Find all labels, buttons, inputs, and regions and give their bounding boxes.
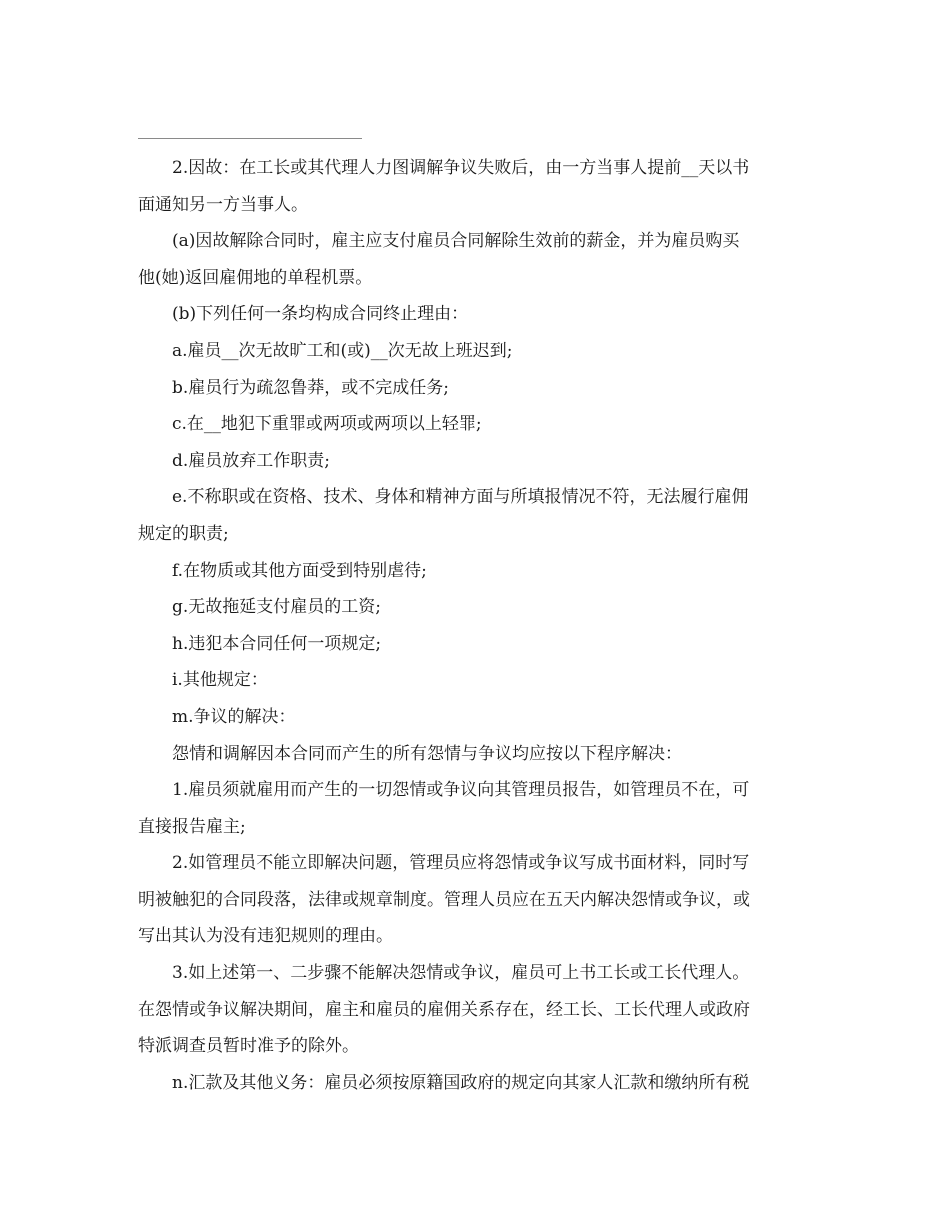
text-line: 特派调查员暂时准予的除外。 <box>138 1036 359 1057</box>
text-line: b.雇员行为疏忽鲁莽，或不完成任务; <box>172 377 450 398</box>
text-line: 写出其认为没有违犯规则的理由。 <box>138 926 393 947</box>
paragraph <box>138 296 814 333</box>
paragraph <box>138 150 814 223</box>
paragraph <box>138 589 814 626</box>
text-line: 面通知另一方当事人。 <box>138 194 308 215</box>
text-line: (a)因故解除合同时，雇主应支付雇员合同解除生效前的薪金，并为雇员购买 <box>172 231 740 252</box>
text-line: 2.因故：在工长或其代理人力图调解争议失败后，由一方当事人提前__天以书 <box>172 158 750 178</box>
text-line: 规定的职责; <box>138 523 229 544</box>
paragraph <box>138 1065 814 1102</box>
text-line: 3.如上述第一、二步骤不能解决怨情或争议，雇员可上书工长或工长代理人。 <box>172 963 750 984</box>
text-line: f.在物质或其他方面受到特别虐待; <box>172 560 427 581</box>
paragraph <box>138 333 814 370</box>
paragraph <box>138 479 814 552</box>
text-line: 明被触犯的合同段落，法律或规章制度。管理人员应在五天内解决怨情或争议，或 <box>138 889 750 910</box>
paragraph <box>138 223 814 296</box>
paragraph <box>138 662 814 699</box>
paragraph <box>138 626 814 663</box>
text-line: d.雇员放弃工作职责; <box>172 450 331 471</box>
text-line: a.雇员__次无故旷工和(或)__次无故上班迟到; <box>172 340 513 361</box>
paragraph <box>138 406 814 443</box>
paragraph <box>138 370 814 407</box>
paragraph <box>138 772 814 845</box>
text-line: e.不称职或在资格、技术、身体和精神方面与所填报情况不符，无法履行雇佣 <box>172 487 749 508</box>
paragraph <box>138 955 814 1065</box>
text-line: n.汇款及其他义务：雇员必须按原籍国政府的规定向其家人汇款和缴纳所有税 <box>172 1072 750 1093</box>
text-line: 1.雇员须就雇用而产生的一切怨情或争议向其管理员报告，如管理员不在，可 <box>172 780 750 801</box>
text-line: i.其他规定： <box>172 670 268 691</box>
paragraph <box>138 443 814 480</box>
text-line: 在怨情或争议解决期间，雇主和雇员的雇佣关系存在，经工长、工长代理人或政府 <box>138 999 750 1020</box>
paragraph <box>138 736 814 773</box>
text-line: c.在__地犯下重罪或两项或两项以上轻罪; <box>172 414 482 435</box>
document-body <box>138 150 814 1101</box>
text-line: 他(她)返回雇佣地的单程机票。 <box>138 267 373 288</box>
header-divider <box>138 138 362 139</box>
text-line: 2.如管理员不能立即解决问题，管理员应将怨情或争议写成书面材料，同时写 <box>172 853 750 874</box>
text-line: h.违犯本合同任何一项规定; <box>172 633 382 654</box>
paragraph <box>138 553 814 590</box>
paragraph <box>138 845 814 955</box>
text-line: 怨情和调解因本合同而产生的所有怨情与争议均应按以下程序解决： <box>172 743 682 764</box>
text-line: 直接报告雇主; <box>138 816 246 837</box>
paragraph <box>138 699 814 736</box>
text-line: g.无故拖延支付雇员的工资; <box>172 597 382 618</box>
text-line: (b)下列任何一条均构成合同终止理由： <box>172 304 469 325</box>
text-line: m.争议的解决： <box>172 706 296 727</box>
